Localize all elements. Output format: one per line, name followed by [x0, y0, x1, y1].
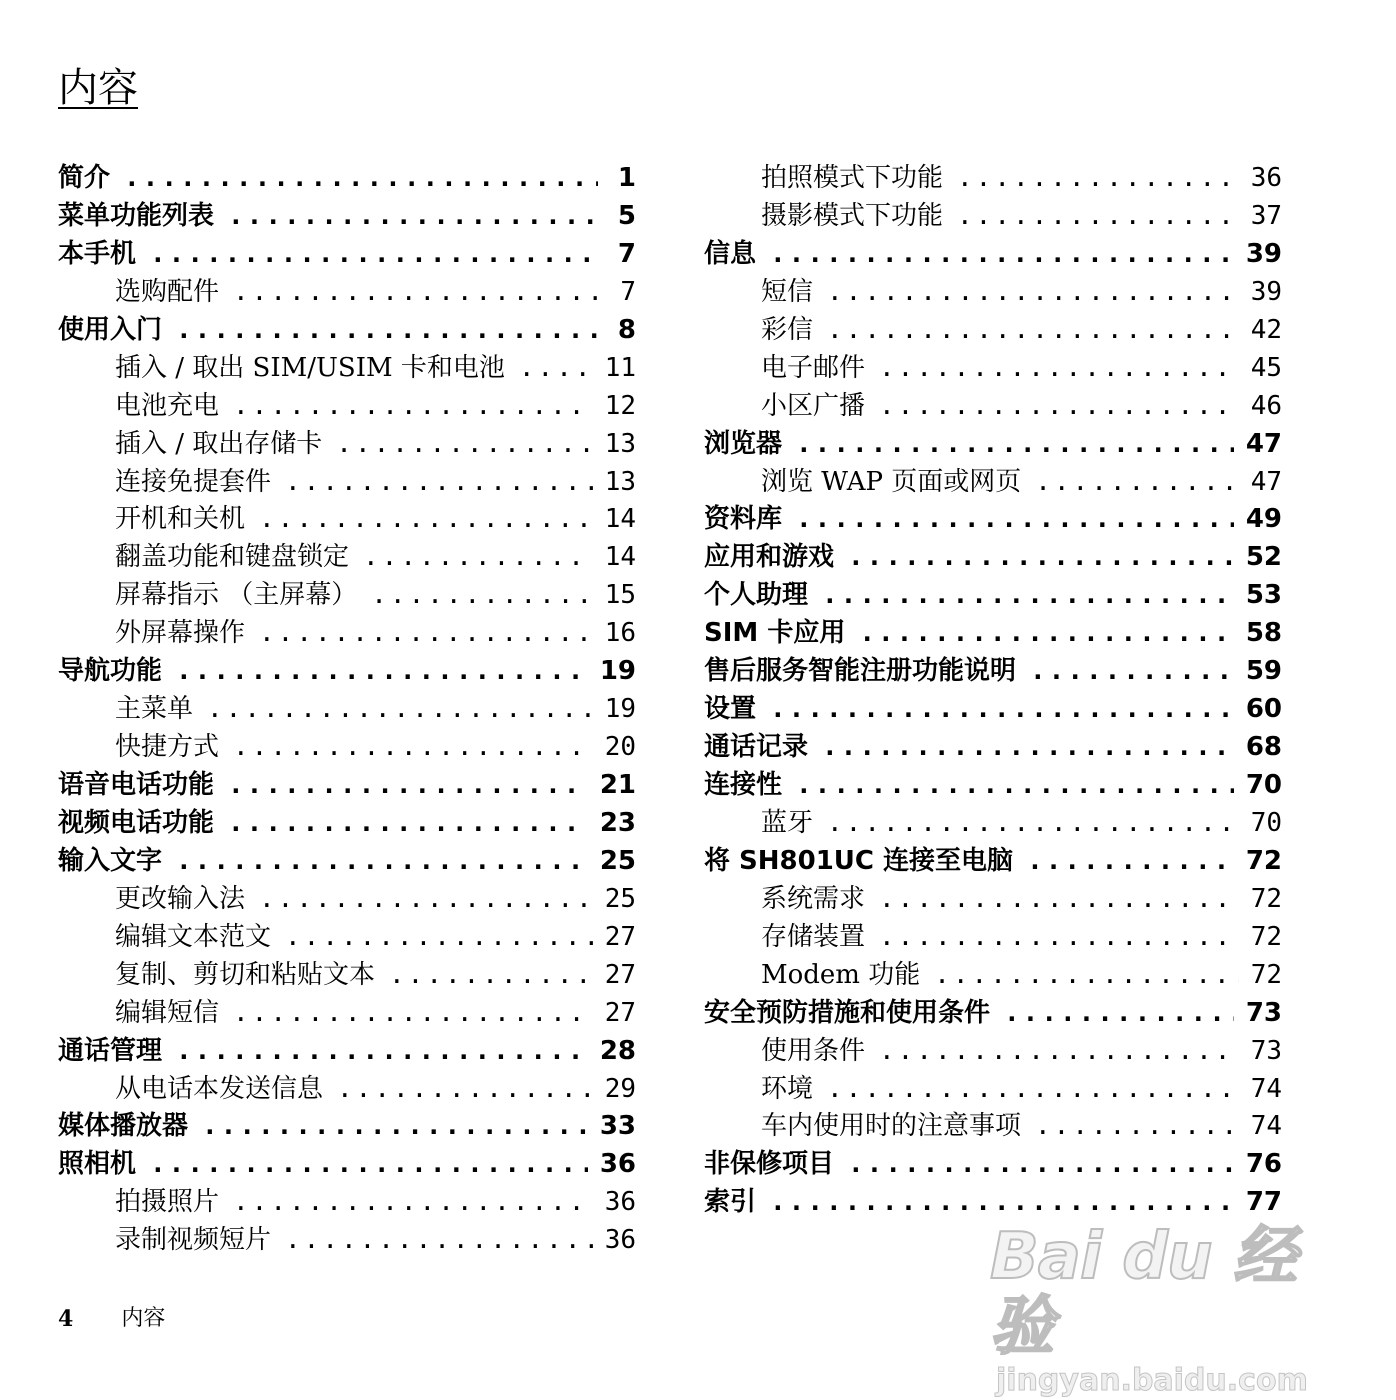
dot-leader: [176, 1036, 588, 1066]
dot-leader: [150, 239, 598, 269]
toc-entry-page: 76: [1245, 1149, 1282, 1180]
toc-entry-page: 27: [604, 997, 636, 1028]
toc-entry-page: 20: [604, 732, 636, 763]
toc-subentry[interactable]: [58, 916, 636, 954]
dot-leader: [519, 353, 593, 383]
toc-entry-title: 售后服务智能注册功能说明: [704, 656, 1017, 687]
toc-entry[interactable]: [58, 650, 636, 688]
toc-entry[interactable]: [704, 423, 1282, 461]
toc-entry-title: 将 SH801UC 连接至电脑: [704, 845, 1014, 876]
toc-entry[interactable]: [704, 688, 1282, 726]
toc-subentry[interactable]: [704, 802, 1282, 840]
toc-subentry[interactable]: [704, 461, 1282, 499]
toc-entry-title: 连接免提套件: [115, 466, 272, 497]
toc-entry-title: 简介: [58, 163, 111, 193]
toc-entry[interactable]: [704, 536, 1282, 574]
toc-entry-title: 小区广播: [761, 390, 866, 421]
dot-leader: [957, 201, 1239, 231]
toc-subentry[interactable]: [58, 1181, 636, 1219]
toc-entry-page: 77: [1245, 1187, 1282, 1218]
toc-entry-title: 选购配件: [115, 276, 220, 307]
dot-leader: [796, 504, 1234, 534]
toc-entry[interactable]: [58, 1030, 636, 1068]
toc-subentry[interactable]: [704, 1068, 1282, 1106]
toc-subentry[interactable]: [58, 574, 636, 612]
toc-entry-page: 11: [604, 352, 636, 383]
watermark-url: jingyan.baidu.com: [996, 1363, 1308, 1398]
toc-entry-title: SIM 卡应用: [704, 618, 846, 649]
toc-entry-page: 27: [604, 921, 636, 952]
dot-leader: [259, 504, 593, 534]
toc-entry-title: 设置: [704, 694, 757, 725]
toc-entry-page: 72: [1250, 883, 1282, 914]
toc-subentry[interactable]: [58, 992, 636, 1030]
toc-entry-page: 13: [604, 466, 636, 497]
toc-entry-title: 短信: [761, 276, 814, 307]
dot-leader: [934, 960, 1238, 990]
toc-entry-page: 15: [604, 580, 636, 611]
toc-subentry[interactable]: [58, 536, 636, 574]
dot-leader: [233, 1187, 593, 1217]
toc-subentry[interactable]: [704, 916, 1282, 954]
toc-entry-page: 19: [604, 694, 636, 725]
toc-entry-page: 21: [599, 770, 636, 800]
dot-leader: [228, 201, 598, 231]
page-title: 内容: [58, 65, 138, 111]
toc-entry-title: 安全预防措施和使用条件: [704, 997, 991, 1028]
toc-entry-title: 语音电话功能: [58, 770, 215, 800]
toc-subentry[interactable]: [58, 461, 636, 499]
toc-entry-page: 7: [617, 238, 636, 269]
toc-subentry[interactable]: [58, 347, 636, 385]
toc-entry[interactable]: [58, 309, 636, 347]
watermark-brand: Bai du 经验: [990, 1220, 1296, 1364]
dot-leader: [822, 580, 1234, 610]
dot-leader: [285, 467, 593, 497]
toc-entry-title: 彩信: [761, 314, 814, 345]
toc-entry[interactable]: [58, 1143, 636, 1181]
toc-entry-title: 环境: [761, 1073, 814, 1104]
dot-leader: [957, 163, 1239, 193]
toc-entry-title: 通话记录: [704, 732, 809, 763]
toc-entry-title: 电池充电: [115, 390, 220, 421]
dot-leader: [796, 770, 1234, 800]
toc-entry[interactable]: [704, 726, 1282, 764]
toc-entry-page: 39: [1250, 276, 1282, 307]
toc-subentry[interactable]: [58, 612, 636, 650]
dot-leader: [822, 732, 1234, 762]
toc-entry-title: 非保修项目: [704, 1149, 835, 1180]
toc-entry-title: 拍摄照片: [115, 1187, 220, 1218]
toc-entry[interactable]: [58, 802, 636, 840]
dot-leader: [1027, 846, 1234, 876]
toc-entry-page: 60: [1245, 694, 1282, 725]
toc-subentry[interactable]: [58, 688, 636, 726]
dot-leader: [1035, 1111, 1239, 1141]
toc-subentry[interactable]: [58, 385, 636, 423]
toc-entry-title: 电子邮件: [761, 352, 866, 383]
toc-entry-page: 73: [1250, 1035, 1282, 1066]
toc-entry-page: 59: [1245, 656, 1282, 687]
toc-subentry[interactable]: [58, 423, 636, 461]
dot-leader: [337, 1074, 593, 1104]
toc-entry-title: 外屏幕操作: [115, 618, 246, 649]
toc-entry-title: 编辑文本范文: [115, 921, 272, 952]
dot-leader: [770, 1187, 1234, 1217]
toc-entry-title: 车内使用时的注意事项: [761, 1111, 1022, 1142]
dot-leader: [879, 884, 1239, 914]
toc-entry[interactable]: [58, 157, 636, 195]
dot-leader: [848, 1149, 1234, 1179]
footer-page-number: 4: [58, 1306, 74, 1332]
toc-entry-page: 74: [1250, 1073, 1282, 1104]
toc-entry-title: 插入 / 取出 SIM/USIM 卡和电池: [115, 352, 505, 383]
toc-entry-title: 开机和关机: [115, 504, 246, 535]
dot-leader: [228, 770, 588, 800]
toc-entry-page: 70: [1245, 770, 1282, 800]
dot-leader: [176, 846, 588, 876]
dot-leader: [827, 315, 1239, 345]
toc-subentry[interactable]: [704, 878, 1282, 916]
toc-entry-page: 42: [1250, 314, 1282, 345]
toc-entry-title: 存储装置: [761, 921, 866, 952]
dot-leader: [233, 391, 593, 421]
dot-leader: [285, 1225, 593, 1255]
toc-entry-page: 72: [1250, 921, 1282, 952]
toc-subentry[interactable]: [704, 954, 1282, 992]
dot-leader: [859, 618, 1233, 648]
toc-entry-title: 插入 / 取出存储卡: [115, 428, 323, 459]
toc-entry-page: 70: [1250, 807, 1282, 838]
dot-leader: [233, 732, 593, 762]
toc-subentry[interactable]: [58, 954, 636, 992]
dot-leader: [285, 922, 593, 952]
dot-leader: [259, 618, 593, 648]
toc-entry-title: 从电话本发送信息: [115, 1073, 324, 1104]
toc-entry-title: 本手机: [58, 238, 137, 269]
dot-leader: [827, 1074, 1239, 1104]
toc-subentry[interactable]: [704, 309, 1282, 347]
dot-leader: [879, 391, 1239, 421]
dot-leader: [176, 656, 588, 686]
dot-leader: [770, 239, 1234, 269]
dot-leader: [150, 1149, 588, 1179]
dot-leader: [796, 429, 1234, 459]
toc-entry[interactable]: [58, 195, 636, 233]
dot-leader: [336, 429, 592, 459]
dot-leader: [176, 315, 598, 345]
toc-entry[interactable]: [704, 574, 1282, 612]
dot-leader: [233, 277, 598, 307]
toc-entry-title: 使用条件: [761, 1035, 866, 1066]
toc-entry-page: 37: [1250, 200, 1282, 231]
toc-subentry[interactable]: [58, 271, 636, 309]
toc-entry-page: 45: [1250, 352, 1282, 383]
toc-entry-title: 翻盖功能和键盘锁定: [115, 542, 350, 573]
toc-subentry[interactable]: [704, 347, 1282, 385]
toc-entry-title: 编辑短信: [115, 997, 220, 1028]
toc-entry-page: 27: [604, 959, 636, 990]
toc-entry-title: 浏览 WAP 页面或网页: [761, 466, 1022, 497]
dot-leader: [879, 1036, 1239, 1066]
toc-entry-title: 拍照模式下功能: [761, 163, 944, 193]
dot-leader: [233, 998, 593, 1028]
toc-entry-page: 5: [617, 200, 636, 231]
toc-entry-title: Modem 功能: [761, 959, 921, 990]
toc-entry-page: 47: [1245, 428, 1282, 459]
toc-entry-page: 13: [604, 428, 636, 459]
toc-entry-title: 浏览器: [704, 428, 783, 459]
toc-entry-page: 46: [1250, 390, 1282, 421]
toc-entry-page: 39: [1245, 238, 1282, 269]
toc-entry-title: 视频电话功能: [58, 807, 215, 838]
toc-entry-page: 19: [599, 656, 636, 687]
toc-subentry[interactable]: [704, 271, 1282, 309]
toc-subentry[interactable]: [58, 1219, 636, 1257]
toc-subentry[interactable]: [704, 385, 1282, 423]
toc-entry-page: 23: [599, 807, 636, 838]
dot-leader: [371, 580, 592, 610]
toc-entry-title: 摄影模式下功能: [761, 200, 944, 231]
toc-entry[interactable]: [704, 498, 1282, 536]
dot-leader: [1004, 998, 1234, 1028]
toc-entry-title: 系统需求: [761, 883, 866, 914]
toc-entry-title: 蓝牙: [761, 807, 814, 838]
toc-entry-page: 52: [1245, 542, 1282, 573]
dot-leader: [770, 694, 1234, 724]
toc-entry-page: 36: [604, 1225, 636, 1256]
toc-entry-title: 使用入门: [58, 314, 163, 345]
toc-entry-page: 36: [1250, 163, 1282, 193]
toc-entry-page: 72: [1245, 845, 1282, 876]
toc-entry-page: 73: [1245, 997, 1282, 1028]
toc-entry[interactable]: [58, 233, 636, 271]
toc-entry-title: 菜单功能列表: [58, 200, 215, 231]
toc-entry-title: 照相机: [58, 1149, 137, 1180]
toc-entry[interactable]: [704, 233, 1282, 271]
toc-entry[interactable]: [58, 840, 636, 878]
toc-entry-page: 33: [599, 1111, 636, 1142]
toc-entry-page: 36: [604, 1187, 636, 1218]
toc-entry-title: 索引: [704, 1187, 757, 1218]
toc-entry-title: 输入文字: [58, 845, 163, 876]
dot-leader: [207, 694, 593, 724]
toc-entry-title: 个人助理: [704, 580, 809, 611]
dot-leader: [389, 960, 593, 990]
toc-entry-page: 74: [1250, 1111, 1282, 1142]
toc-entry-page: 49: [1245, 504, 1282, 535]
page-footer: [58, 1302, 165, 1336]
toc-entry-page: 53: [1245, 580, 1282, 611]
toc-entry-title: 媒体播放器: [58, 1111, 189, 1142]
toc-entry-page: 16: [604, 618, 636, 649]
toc-entry-title: 更改输入法: [115, 883, 246, 914]
dot-leader: [827, 808, 1239, 838]
toc-entry[interactable]: [704, 650, 1282, 688]
toc-entry-title: 录制视频短片: [115, 1225, 272, 1256]
toc-entry-title: 屏幕指示 （主屏幕）: [115, 580, 358, 611]
toc-entry-page: 68: [1245, 732, 1282, 763]
toc-entry[interactable]: [704, 1143, 1282, 1181]
toc-subentry[interactable]: [704, 1105, 1282, 1143]
toc-subentry[interactable]: [58, 878, 636, 916]
toc-entry-title: 资料库: [704, 504, 783, 535]
toc-entry-title: 快捷方式: [115, 732, 220, 763]
toc-entry[interactable]: [58, 764, 636, 802]
toc-entry-title: 导航功能: [58, 656, 163, 687]
toc-entry-title: 连接性: [704, 770, 783, 800]
dot-leader: [1030, 656, 1234, 686]
toc-subentry[interactable]: [58, 498, 636, 536]
dot-leader: [848, 542, 1234, 572]
dot-leader: [228, 808, 588, 838]
toc-entry-page: 14: [604, 542, 636, 573]
toc-entry-title: 主菜单: [115, 694, 194, 725]
toc-entry-page: 72: [1250, 959, 1282, 990]
toc-right-column: [704, 157, 1282, 1219]
toc-entry-page: 8: [617, 314, 636, 345]
toc-entry[interactable]: [704, 1181, 1282, 1219]
toc-entry[interactable]: [704, 840, 1282, 878]
dot-leader: [1035, 467, 1238, 497]
toc-entry-page: 25: [599, 845, 636, 876]
toc-entry[interactable]: [704, 764, 1282, 802]
toc-entry-page: 47: [1250, 466, 1282, 497]
dot-leader: [259, 884, 593, 914]
toc-entry[interactable]: [58, 1105, 636, 1143]
toc-entry-page: 29: [604, 1073, 636, 1104]
toc-entry[interactable]: [704, 992, 1282, 1030]
toc-subentry[interactable]: [704, 157, 1282, 195]
toc-entry-title: 信息: [704, 238, 757, 269]
toc-entry-page: 12: [604, 390, 636, 421]
dot-leader: [879, 353, 1239, 383]
dot-leader: [827, 277, 1239, 307]
toc-subentry[interactable]: [58, 726, 636, 764]
toc-subentry[interactable]: [58, 1068, 636, 1106]
toc-entry-title: 通话管理: [58, 1035, 163, 1066]
toc-entry-page: 25: [604, 883, 636, 914]
dot-leader: [124, 163, 598, 193]
dot-leader: [879, 922, 1239, 952]
toc-entry-title: 复制、剪切和粘贴文本: [115, 959, 376, 990]
toc-entry-page: 1: [617, 163, 636, 193]
toc-entry-page: 28: [599, 1035, 636, 1066]
toc-subentry[interactable]: [704, 195, 1282, 233]
dot-leader: [202, 1111, 588, 1141]
toc-subentry[interactable]: [704, 1030, 1282, 1068]
toc-entry[interactable]: [704, 612, 1282, 650]
footer-section-title: 内容: [121, 1306, 166, 1331]
toc-entry-page: 58: [1245, 618, 1282, 649]
toc-entry-page: 14: [604, 504, 636, 535]
toc-left-column: [58, 157, 636, 1257]
toc-entry-title: 应用和游戏: [704, 542, 835, 573]
dot-leader: [363, 542, 593, 572]
toc-entry-page: 36: [599, 1149, 636, 1180]
toc-entry-page: 7: [620, 276, 636, 307]
baidu-jingyan-watermark: [990, 1220, 1320, 1398]
